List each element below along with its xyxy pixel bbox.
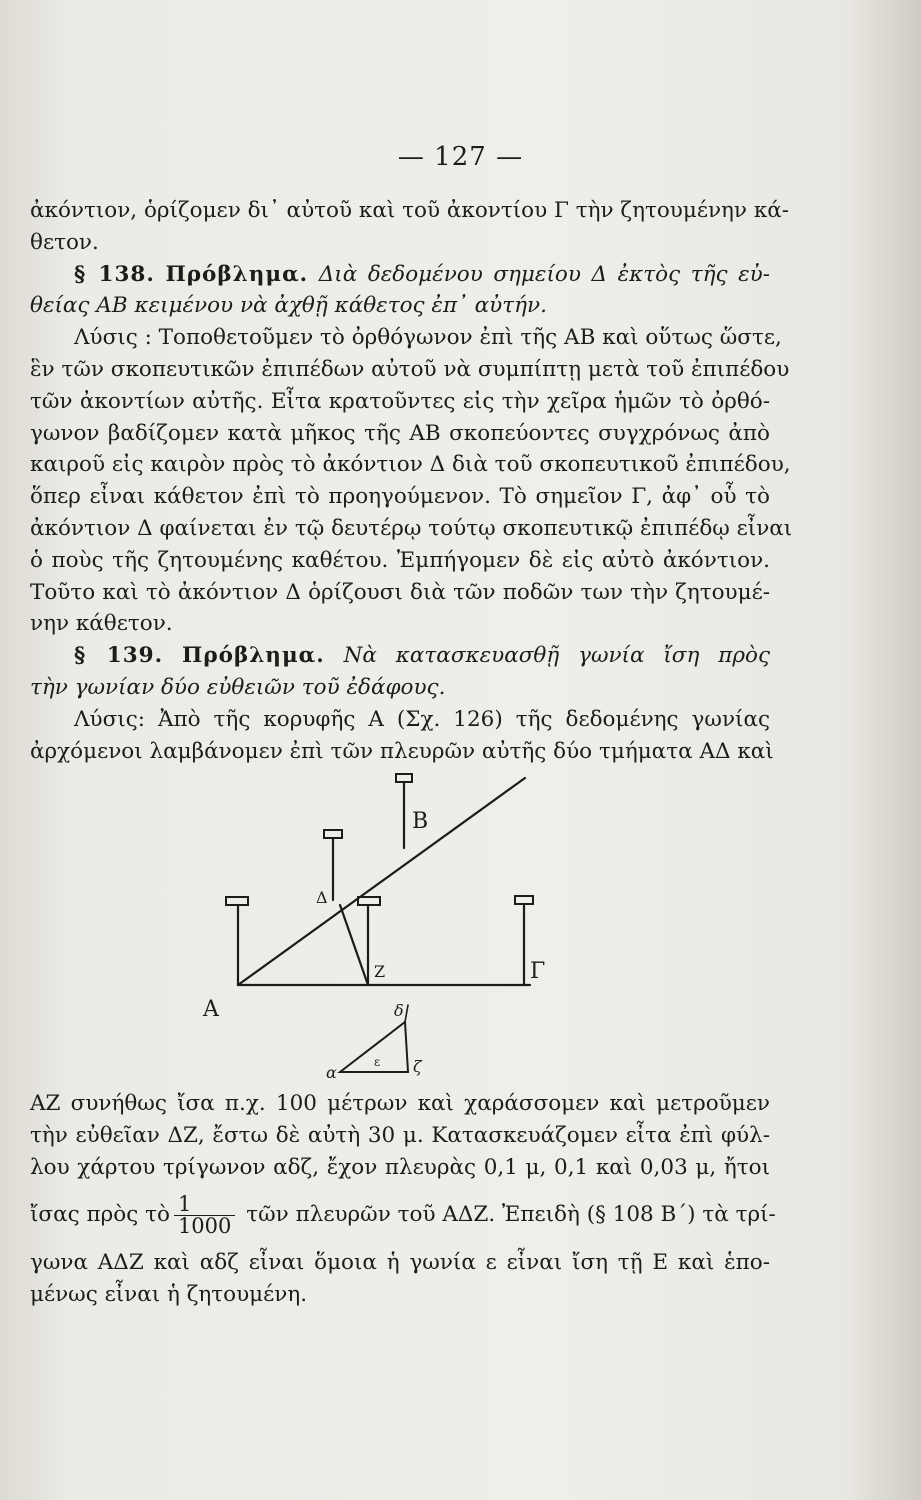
text-bottom <box>30 1088 776 1311</box>
text-line: Τοῦτο καὶ τὸ ἀκόντιον Δ ὁρίζουσι διὰ τῶν ποδῶν των τὴν ζητουμέ- <box>30 579 770 605</box>
pole-Gamma-top <box>515 896 533 904</box>
label-small-a: α <box>326 1063 337 1082</box>
problem-statement: τὴν γωνίαν δύο εὐθειῶν τοῦ ἐδάφους. <box>30 674 446 700</box>
fraction-line <box>30 1183 776 1247</box>
section-title: Πρόβλημα. <box>165 261 309 287</box>
label-Z: Z <box>374 962 386 981</box>
label-small-e: ε <box>374 1055 381 1069</box>
text-line: Λύσις: Ἀπὸ τῆς κορυφῆς Α (Σχ. 126) τῆς δεδομένης γωνίας <box>74 706 770 732</box>
pole-delta-top <box>324 830 342 838</box>
fraction <box>174 1191 235 1238</box>
text-line: θετον. <box>30 229 99 255</box>
pole-B-top <box>396 774 412 782</box>
line-A-B <box>238 778 525 985</box>
label-delta: Δ <box>316 888 328 907</box>
text-line: καιροῦ εἰς καιρὸν πρὸς τὸ ἀκόντιον Δ διὰ τοῦ σκοπευτικοῦ ἐπιπέδου, <box>30 452 791 478</box>
fraction-numerator: 1 <box>177 1191 192 1216</box>
text-line: νην κάθετον. <box>30 611 173 637</box>
text-line: ἀκόντιον, ὁρίζομεν δι᾽ αὐτοῦ καὶ τοῦ ἀκοντίου Γ τὴν ζητουμένην κά- <box>30 198 790 223</box>
figure-126 <box>0 760 921 1090</box>
text-line: ἓν τῶν σκοπευτικῶν ἐπιπέδων αὐτοῦ νὰ συμπίπτῃ μετὰ τοῦ ἐπιπέδου <box>30 356 790 382</box>
section-138-heading <box>30 259 770 291</box>
text-line: ΑΖ συνήθως ἴσα π.χ. 100 μέτρων καὶ χαράσσομεν καὶ μετροῦμεν <box>30 1091 770 1116</box>
text-line: λου χάρτου τρίγωνον αδζ, ἔχον πλευρὰς 0,1 μ, 0,1 καὶ 0,03 μ, ἤτοι <box>30 1154 770 1180</box>
section-title: Πρόβλημα. <box>182 643 325 669</box>
text-line: γωνα ΑΔΖ καὶ αδζ εἶναι ὅμοια ἡ γωνία ε εἶναι ἴση τῇ Ε καὶ ἑπο- <box>30 1250 770 1276</box>
problem-statement: Νὰ κατασκευασθῇ γωνία ἴση πρὸς <box>343 643 770 669</box>
label-small-delta: δ <box>394 1001 404 1020</box>
text-line: γωνον βαδίζομεν κατὰ μῆκος τῆς ΑΒ σκοπεύοντες συγχρόνως ἀπὸ <box>30 420 770 446</box>
page-number: — 127 — <box>397 142 524 172</box>
text-line: ὁ ποὺς τῆς ζητουμένης καθέτου. Ἐμπήγομεν δὲ εἰς αὐτὸ ἀκόντιον. <box>30 547 770 573</box>
small-triangle-side <box>405 1005 408 1022</box>
text-top <box>30 195 793 767</box>
pole-A-top <box>226 897 248 905</box>
text-line: ὅπερ εἶναι κάθετον ἐπὶ τὸ προηγούμενον. Τὸ σημεῖον Γ, ἀφ᾽ οὗ τὸ <box>30 484 770 510</box>
label-B: B <box>412 809 429 834</box>
text-line: τὴν εὐθεῖαν ΔΖ, ἔστω δὲ αὐτὴ 30 μ. Κατασκευάζομεν εἶτα ἐπὶ φύλ- <box>30 1122 770 1148</box>
text-line: ἀρχόμενοι λαμβάνομεν ἐπὶ τῶν πλευρῶν αὐτῆς δύο τμήματα ΑΔ καὶ <box>30 738 774 764</box>
text-line: τῶν ἀκοντίων αὐτῆς. Εἶτα κρατοῦντες εἰς τὴν χεῖρα ἡμῶν τὸ ὀρθό- <box>30 388 770 414</box>
pole-2-top <box>358 897 380 905</box>
text-line: ἴσας πρὸς τὸ <box>30 1202 170 1228</box>
text-line: ἀκόντιον Δ φαίνεται ἐν τῷ δευτέρῳ τούτῳ σκοπευτικῷ ἐπιπέδῳ εἶναι <box>30 515 793 541</box>
line-delta-Z <box>340 905 368 985</box>
label-A: Α <box>203 997 219 1022</box>
fraction-denominator: 1000 <box>174 1215 235 1237</box>
section-number: § 138. <box>74 261 155 287</box>
problem-statement: θείας ΑΒ κειμένου νὰ ἀχθῇ κάθετος ἐπ᾽ αὐτήν. <box>30 293 547 319</box>
text-line: Λύσις : Τοποθετοῦμεν τὸ ὀρθόγωνον ἐπὶ τῆς ΑΒ καὶ οὕτως ὥστε, <box>74 325 782 351</box>
text-line: μένως εἶναι ἡ ζητουμένη. <box>30 1282 308 1308</box>
text-line: τῶν πλευρῶν τοῦ ΑΔΖ. Ἐπειδὴ (§ 108 Β΄) τὰ τρί- <box>246 1202 776 1228</box>
label-small-zeta: ζ <box>413 1057 422 1076</box>
section-number: § 139. <box>74 643 164 669</box>
section-139-heading <box>30 640 770 672</box>
label-Gamma: Γ <box>530 959 546 984</box>
problem-statement: Διὰ δεδομένου σημείου Δ ἐκτὸς τῆς εὐ- <box>318 261 770 287</box>
